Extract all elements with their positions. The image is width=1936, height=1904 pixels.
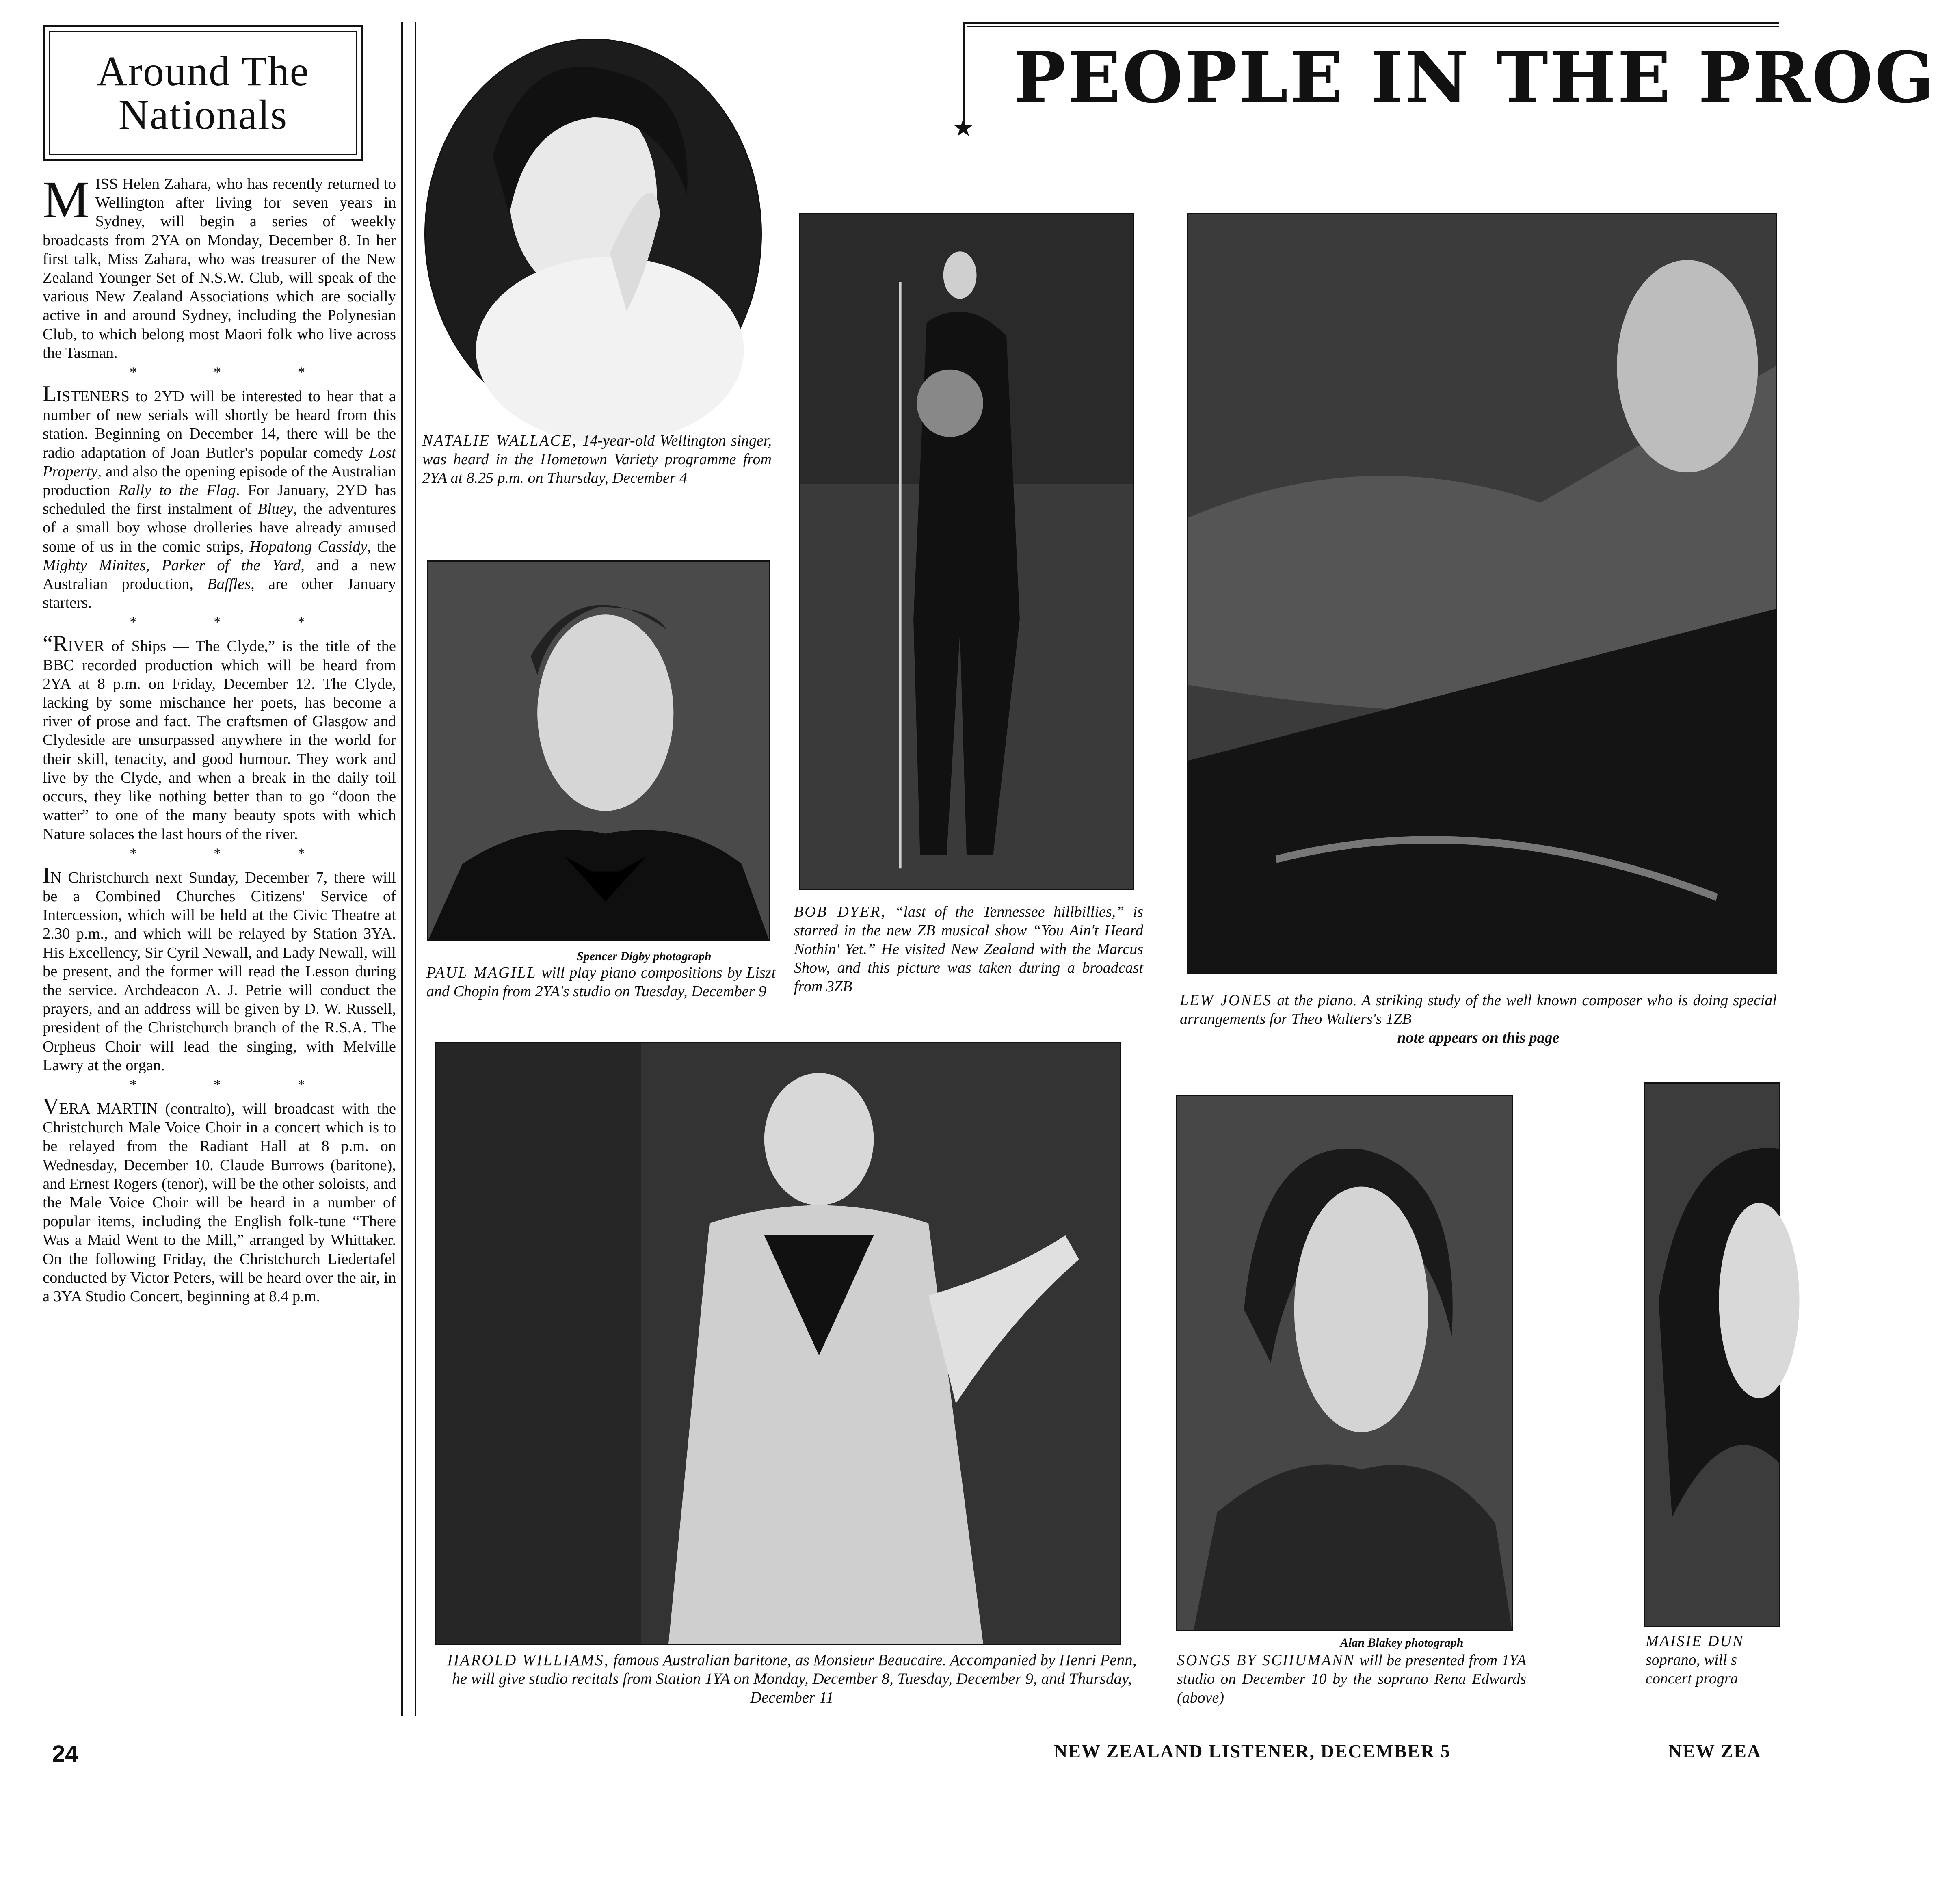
caption-text-line: note appears on this page: [1397, 1029, 1560, 1046]
caption-text: will be presented from 1YA studio on December 10 by the soprano Rena Edwards (above): [1177, 1652, 1526, 1706]
programme-title: Lost Property: [43, 444, 396, 480]
caption-name: SONGS BY SCHUMANN: [1177, 1652, 1355, 1669]
bob-dyer-photo: [799, 213, 1134, 890]
item-text: IVER of Ships — The Clyde,” is the title of the BBC recorded production which will be heard from 2YA at 8 p.m. on Friday, December 12. The Clyde, lacking by some mischance her poets, has become a river of prose and fact. The craftsmen of Glasgow and Clydeside are unsurpassed anywhere in the world for their skill, tenacity, and good humour. They work and live by the Clyde, and when a break in the daily toil occurs, they like nothing better than to go “doon the watter” to one of the many beauty spots with which Nature solaces the last hours of the river.: [43, 638, 396, 843]
programme-title: Bluey: [257, 500, 293, 518]
rena-edwards-photo: [1176, 1095, 1513, 1631]
item-text: , are other January starters.: [43, 576, 396, 612]
caption-text-line: concert progra: [1646, 1670, 1738, 1687]
separator-stars: * * *: [130, 364, 342, 381]
caption-text-line: soprano, will s: [1646, 1651, 1737, 1668]
initial-cap: V: [43, 1093, 59, 1119]
maisie-photo: [1644, 1082, 1780, 1627]
paul-magill-photo: [427, 560, 770, 941]
publication-footer-right: NEW ZEA: [1668, 1741, 1762, 1761]
initial-cap: I: [43, 862, 50, 888]
initial-cap: L: [43, 381, 57, 407]
caption-name: LEW JONES: [1180, 992, 1272, 1009]
paul-caption: [426, 963, 776, 1001]
rena-photo-credit: Alan Blakey photograph: [1340, 1636, 1464, 1649]
portrait-illustration: [1188, 214, 1776, 973]
item-text: ,: [145, 556, 162, 574]
caption-name: NATALIE WALLACE,: [422, 432, 578, 449]
natalie-caption: [422, 431, 772, 487]
around-title: [97, 50, 309, 136]
natalie-wallace-photo: [424, 39, 762, 429]
caption-text: will play piano compositions by Liszt and Chopin from 2YA's studio on Tuesday, December 9: [426, 964, 776, 1000]
column-rule-left-inner: [415, 22, 416, 1716]
paul-photo-credit: Spencer Digby photograph: [577, 950, 712, 963]
separator-stars: * * *: [130, 1076, 342, 1093]
maisie-caption: [1646, 1632, 1774, 1688]
portrait-illustration: [436, 1043, 1120, 1644]
item-christchurch-service: [43, 862, 396, 1075]
programme-title: Parker of the Yard: [162, 556, 301, 574]
people-title: PEOPLE IN THE PROG: [1013, 36, 1936, 119]
caption-name: BOB DYER,: [794, 903, 886, 920]
item-text: , the: [367, 538, 396, 555]
item-text: , and also the opening episode of the Australian production: [43, 463, 396, 499]
portrait-illustration: [428, 562, 769, 939]
around-the-nationals-column: [43, 171, 396, 1722]
programme-title: Hopalong Cassidy: [249, 538, 368, 555]
item-text: ISS Helen Zahara, who has recently returned to Wellington after living for seven years in Sydney, will begin a series of weekly broadcasts from 2YA on Monday, December 8. In her first talk, Miss Zahara, who was treasurer of the New Zealand Younger Set of N.S.W. Club, will speak of the various New Zealand Associations which are socially active in and around Sydney, including the Polynesian Club, to which belong most Maori folk who live across the Tasman.: [43, 175, 396, 361]
dropcap: M: [43, 171, 90, 229]
caption-text: “last of the Tennessee hillbillies,” is starred in the new ZB musical show “You Ain't Heard Nothin' Yet.” He visited New Zealand with the Marcus Show, and this picture was taken during a broadcast from 3ZB: [794, 903, 1143, 995]
item-text: . For January, 2YD has scheduled the first instalment of: [43, 482, 396, 518]
portrait-illustration: [1177, 1096, 1512, 1630]
caption-name: MAISIE DUN: [1646, 1633, 1744, 1650]
songs-caption: [1177, 1651, 1526, 1707]
around-title-line2: Nationals: [118, 91, 288, 138]
item-vera-martin: [43, 1093, 396, 1306]
column-rule-left: [401, 22, 403, 1716]
portrait-illustration: [426, 40, 761, 428]
item-text: , and a new Australian production,: [43, 556, 396, 593]
lew-jones-photo: [1187, 213, 1777, 974]
separator-stars: * * *: [130, 614, 342, 630]
caption-text: at the piano. A striking study of the well known composer who is doing special arrangements for Theo Walters's 1ZB: [1180, 992, 1777, 1028]
programme-title: Baffles: [207, 576, 251, 593]
item-text: N Christchurch next Sunday, December 7, there will be a Combined Churches Citizens' Service of Intercession, which will be held at the Civic Theatre at 2.30 p.m., and which will be relayed by Station 3YA. His Excellency, Sir Cyril Newall, and Lady Newall, will be present, and the former will read the Lesson during the service. Archdeacon A. J. Petrie will conduct the prayers, and an address will be given by D. W. Russell, president of the Christchurch branch of the R.S.A. The Orpheus Choir will lead the singing, with Melville Lawry at the organ.: [43, 869, 396, 1074]
around-title-line1: Around The: [97, 48, 309, 95]
caption-text: famous Australian baritone, as Monsieur Beaucaire. Accompanied by Henri Penn, he will give studio recitals from Station 1YA on Monday, December 8, Tuesday, December 9, and Thursday, December 11: [452, 1651, 1137, 1706]
publication-footer: NEW ZEALAND LISTENER, DECEMBER 5: [1054, 1741, 1451, 1761]
item-river-of-ships: [43, 631, 396, 843]
programme-title: Rally to the Flag: [118, 482, 236, 499]
lew-caption: [1180, 991, 1777, 1047]
item-text: ERA MARTIN (contralto), will broadcast with the Christchurch Male Voice Choir in a concert which is to be relayed from the Radiant Hall at 8 p.m. on Wednesday, December 10. Claude Burrows (baritone), and Ernest Rogers (tenor), will be the other soloists, and the Male Voice Choir will be heard in a number of popular items, including the English folk-tune “There Was a Maid Went to the Mill,” arranged by Whittaker. On the following Friday, the Christchurch Liedertafel conducted by Victor Peters, will be heard over the air, in a 3YA Studio Concert, beginning at 8.4 p.m.: [43, 1100, 396, 1305]
item-text: , the adventures of a small boy whose drolleries have already amused some of us in the comic strips,: [43, 500, 396, 555]
harold-caption: [443, 1651, 1141, 1707]
initial-cap: “R: [43, 631, 68, 657]
harold-williams-photo: [435, 1042, 1121, 1645]
page-number: 24: [52, 1741, 78, 1767]
caption-name: HAROLD WILLIAMS,: [447, 1651, 610, 1669]
caption-name: PAUL MAGILL: [426, 964, 537, 981]
caption-text: 14-year-old Wellington singer, was heard in the Hometown Variety programme from 2YA at 8.25 p.m. on Thursday, December 4: [422, 432, 772, 487]
item-text: ISTENERS to 2YD will be interested to hear that a number of new serials will shortly be heard from this station. Beginning on December 14, there will be the radio adaptation of Joan Butler's popular comedy: [43, 388, 396, 461]
separator-stars: * * *: [130, 845, 342, 861]
programme-title: Mighty Minites: [43, 556, 146, 574]
portrait-illustration: [1645, 1084, 1779, 1626]
portrait-illustration: [800, 214, 1133, 889]
bob-caption: [794, 902, 1143, 996]
item-listeners: [43, 381, 396, 612]
star-icon: ★: [952, 115, 974, 141]
around-the-nationals-header: [43, 25, 363, 161]
item-zahara: [43, 171, 396, 362]
